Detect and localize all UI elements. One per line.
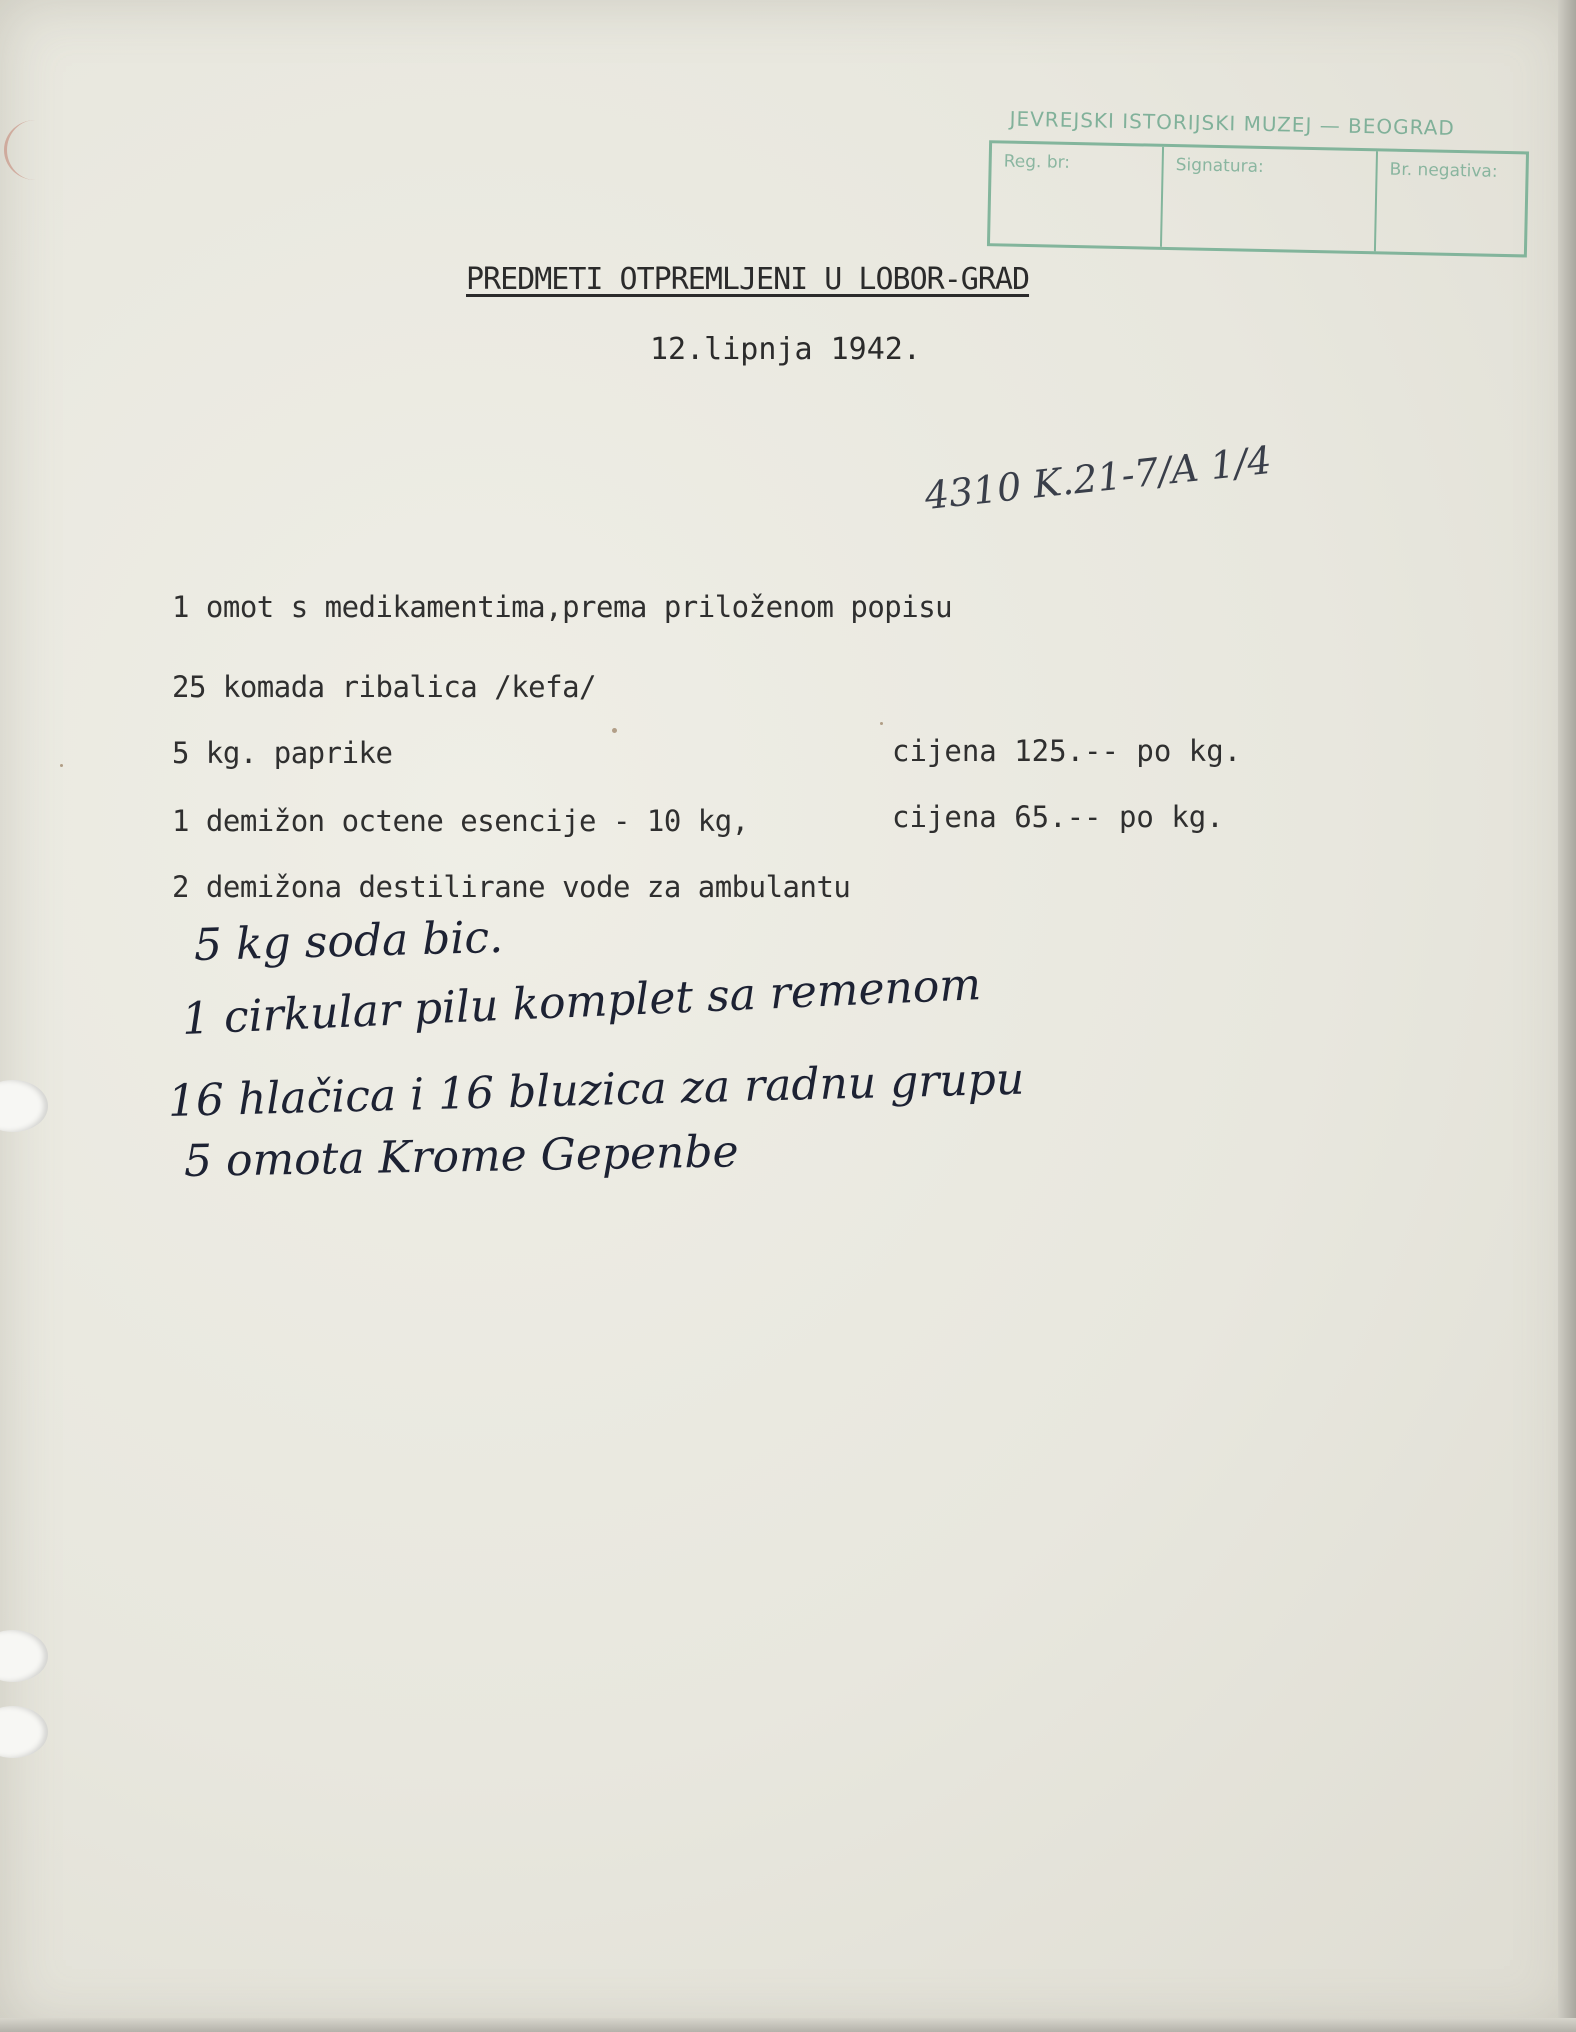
stamp-cell-negativa — [1376, 151, 1526, 254]
typed-line: 2 demižona destilirane vode za ambulantu — [172, 870, 851, 904]
handwritten-line: 5 kg soda bic. — [193, 911, 504, 971]
punch-hole — [0, 1706, 48, 1758]
price-text: cijena 125.-- po kg. — [892, 734, 1242, 768]
typed-line: 1 omot s medikamentima,prema priloženom popisu — [172, 590, 953, 624]
punch-hole — [0, 1630, 48, 1682]
stamp-field-label: Br. negativa: — [1389, 159, 1498, 182]
handwritten-line: 1 cirkular pilu komplet sa remenom — [180, 959, 983, 1045]
typed-line: 5 kg. paprike — [172, 736, 393, 770]
handwritten-reference: 4310 K.21-7/A 1/4 — [922, 437, 1274, 519]
stamp-cell-signatura — [1162, 147, 1378, 251]
handwritten-line: 5 omota Krome Gepenbe — [183, 1126, 740, 1187]
document-title: PREDMETI OTPREMLJENI U LOBOR-GRAD — [466, 262, 1030, 297]
scan-edge-bottom — [0, 2018, 1576, 2032]
stamp-field-label: Reg. br: — [1003, 151, 1071, 173]
price-text: cijena 65.-- po kg. — [892, 800, 1224, 834]
scan-edge-right — [1558, 0, 1576, 2032]
corner-stain — [4, 120, 67, 180]
punch-hole — [0, 1080, 48, 1132]
typed-line: 1 demižon octene esencije - 10 kg, — [172, 804, 749, 838]
museum-stamp — [977, 100, 1546, 272]
paper-speck — [880, 722, 883, 725]
paper-speck — [60, 764, 63, 767]
stamp-field-label: Signatura: — [1175, 155, 1264, 177]
paper-speck — [612, 728, 617, 733]
stamp-cell-reg — [990, 143, 1164, 247]
stamp-title: JEVREJSKI ISTORIJSKI MUZEJ — BEOGRAD — [1009, 106, 1456, 140]
stamp-box — [987, 140, 1529, 257]
document-date: 12.lipnja 1942. — [650, 332, 921, 367]
typed-line: 25 komada ribalica /kefa/ — [172, 670, 596, 704]
handwritten-line: 16 hlačica i 16 bluzica za radnu grupu — [167, 1053, 1025, 1127]
